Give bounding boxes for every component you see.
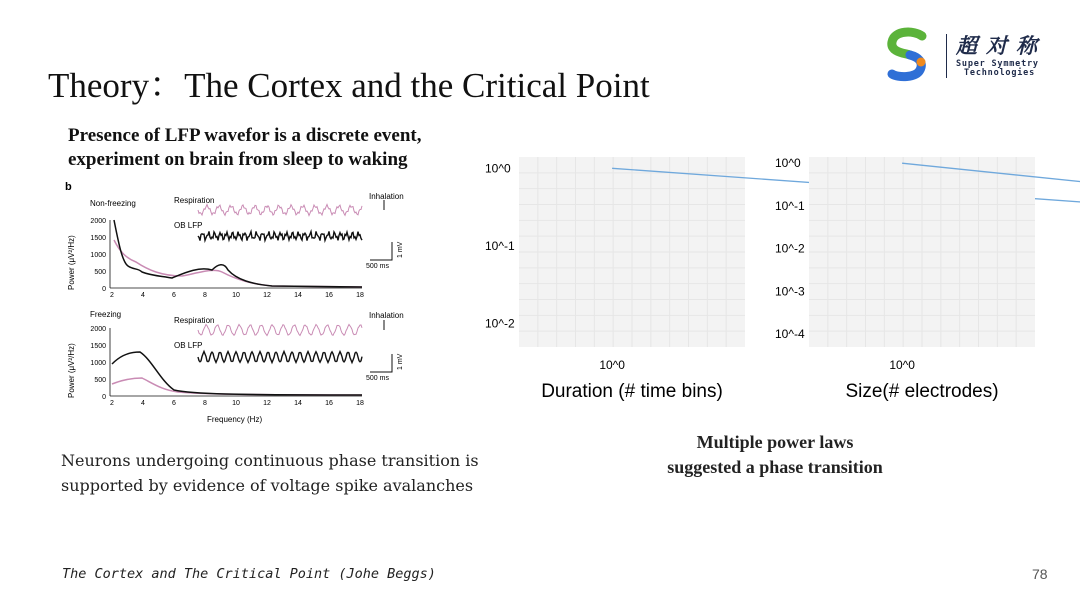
y-tick-label: 0 — [102, 394, 106, 401]
bottom-lfp-trace — [198, 352, 362, 363]
body-paragraph: Neurons undergoing continuous phase transition is supported by evidence of voltage spike avalanches — [61, 451, 479, 495]
bottom-resp-spectrum — [112, 378, 362, 395]
caption-line2: suggested a phase transition — [667, 457, 883, 477]
y-tick-label: 10^-2 — [485, 316, 515, 331]
top-scale-bar — [370, 242, 392, 260]
y-tick-label: 10^-1 — [775, 198, 805, 213]
top-scale-time: 500 ms — [366, 263, 389, 270]
top-lfp-label: OB LFP — [174, 221, 203, 230]
bottom-condition-label: Freezing — [90, 310, 122, 319]
logo-icon — [884, 28, 930, 82]
x-tick-label: 4 — [141, 292, 145, 299]
bottom-scale-volt: 1 mV — [397, 353, 404, 370]
y-axis-label-bottom: Power (μV²/Hz) — [67, 343, 76, 398]
logo-english-line2: Technologies — [964, 68, 1036, 78]
y-tick-label: 1000 — [90, 252, 106, 259]
bottom-respiration-trace — [198, 325, 362, 336]
y-tick-label: 10^-2 — [775, 241, 805, 256]
y-tick-label: 500 — [94, 269, 106, 276]
panel-label: b — [65, 181, 72, 193]
page-number: 78 — [1032, 566, 1048, 582]
y-tick-label: 10^-4 — [775, 327, 805, 342]
bottom-respiration-label: Respiration — [174, 316, 215, 325]
size-power-law-chart — [745, 155, 1045, 415]
x-axis-title: Size(# electrodes) — [845, 381, 999, 402]
x-tick-label: 14 — [294, 292, 302, 299]
y-tick-label: 2000 — [90, 218, 106, 225]
x-tick-label: 2 — [110, 292, 114, 299]
x-tick-label: 2 — [110, 400, 114, 407]
y-tick-label: 10^0 — [775, 156, 801, 171]
top-inhalation-label: Inhalation — [369, 192, 404, 201]
x-axis-label: Frequency (Hz) — [207, 415, 263, 424]
bottom-scale-bar — [370, 354, 392, 372]
y-tick-label: 10^-3 — [775, 284, 805, 299]
logo-chinese-text: 超对称 — [956, 33, 1046, 58]
top-lfp-spectrum — [114, 220, 362, 287]
top-respiration-trace — [198, 205, 362, 216]
x-tick-label: 12 — [263, 292, 271, 299]
footer-citation: The Cortex and The Critical Point (Johe Beggs) — [62, 566, 436, 582]
bottom-lfp-label: OB LFP — [174, 341, 203, 350]
x-tick-label: 12 — [263, 400, 271, 407]
x-tick-label: 4 — [141, 400, 145, 407]
duration-power-law-chart — [455, 155, 755, 415]
x-tick-label: 14 — [294, 400, 302, 407]
top-lfp-trace — [198, 231, 362, 240]
subheading — [68, 124, 468, 172]
slide-title: Theory：The Cortex and the Critical Point — [48, 66, 650, 105]
y-tick-label: 1500 — [90, 343, 106, 350]
y-axis-label-top: Power (μV²/Hz) — [67, 235, 76, 290]
x-tick-label: 6 — [172, 292, 176, 299]
logo-english-text — [956, 60, 1039, 78]
y-tick-label: 1000 — [90, 360, 106, 367]
x-tick-label: 18 — [356, 292, 364, 299]
y-tick-label: 1500 — [90, 235, 106, 242]
x-tick-label: 10 — [232, 400, 240, 407]
chart-caption — [620, 430, 930, 480]
x-tick-label: 8 — [203, 292, 207, 299]
lfp-power-figure — [62, 180, 404, 425]
top-respiration-label: Respiration — [174, 196, 215, 205]
x-tick-label: 8 — [203, 400, 207, 407]
x-tick-label: 16 — [325, 400, 333, 407]
x-axis-title: Duration (# time bins) — [541, 381, 723, 402]
top-resp-spectrum — [114, 240, 362, 287]
subheading-line1: Presence of LFP wavefor is a discrete event, — [68, 125, 422, 146]
y-tick-label: 10^-1 — [485, 238, 515, 253]
caption-line1: Multiple power laws — [696, 432, 854, 452]
logo-divider — [946, 34, 947, 78]
y-tick-label: 2000 — [90, 326, 106, 333]
top-condition-label: Non-freezing — [90, 199, 136, 208]
x-tick-label: 18 — [356, 400, 364, 407]
x-tick-label: 10 — [232, 292, 240, 299]
bottom-lfp-spectrum — [112, 352, 362, 395]
bottom-scale-time: 500 ms — [366, 375, 389, 382]
y-tick-label: 500 — [94, 377, 106, 384]
bottom-inhalation-label: Inhalation — [369, 311, 404, 320]
y-tick-label: 10^0 — [485, 161, 511, 176]
subheading-line2: experiment on brain from sleep to waking — [68, 149, 408, 170]
logo-english-line1: Super Symmetry — [956, 59, 1039, 69]
x-tick-label: 10^0 — [889, 358, 915, 372]
x-tick-label: 10^0 — [599, 358, 625, 372]
x-tick-label: 16 — [325, 292, 333, 299]
top-scale-volt: 1 mV — [397, 241, 404, 258]
x-tick-label: 6 — [172, 400, 176, 407]
y-tick-label: 0 — [102, 286, 106, 293]
